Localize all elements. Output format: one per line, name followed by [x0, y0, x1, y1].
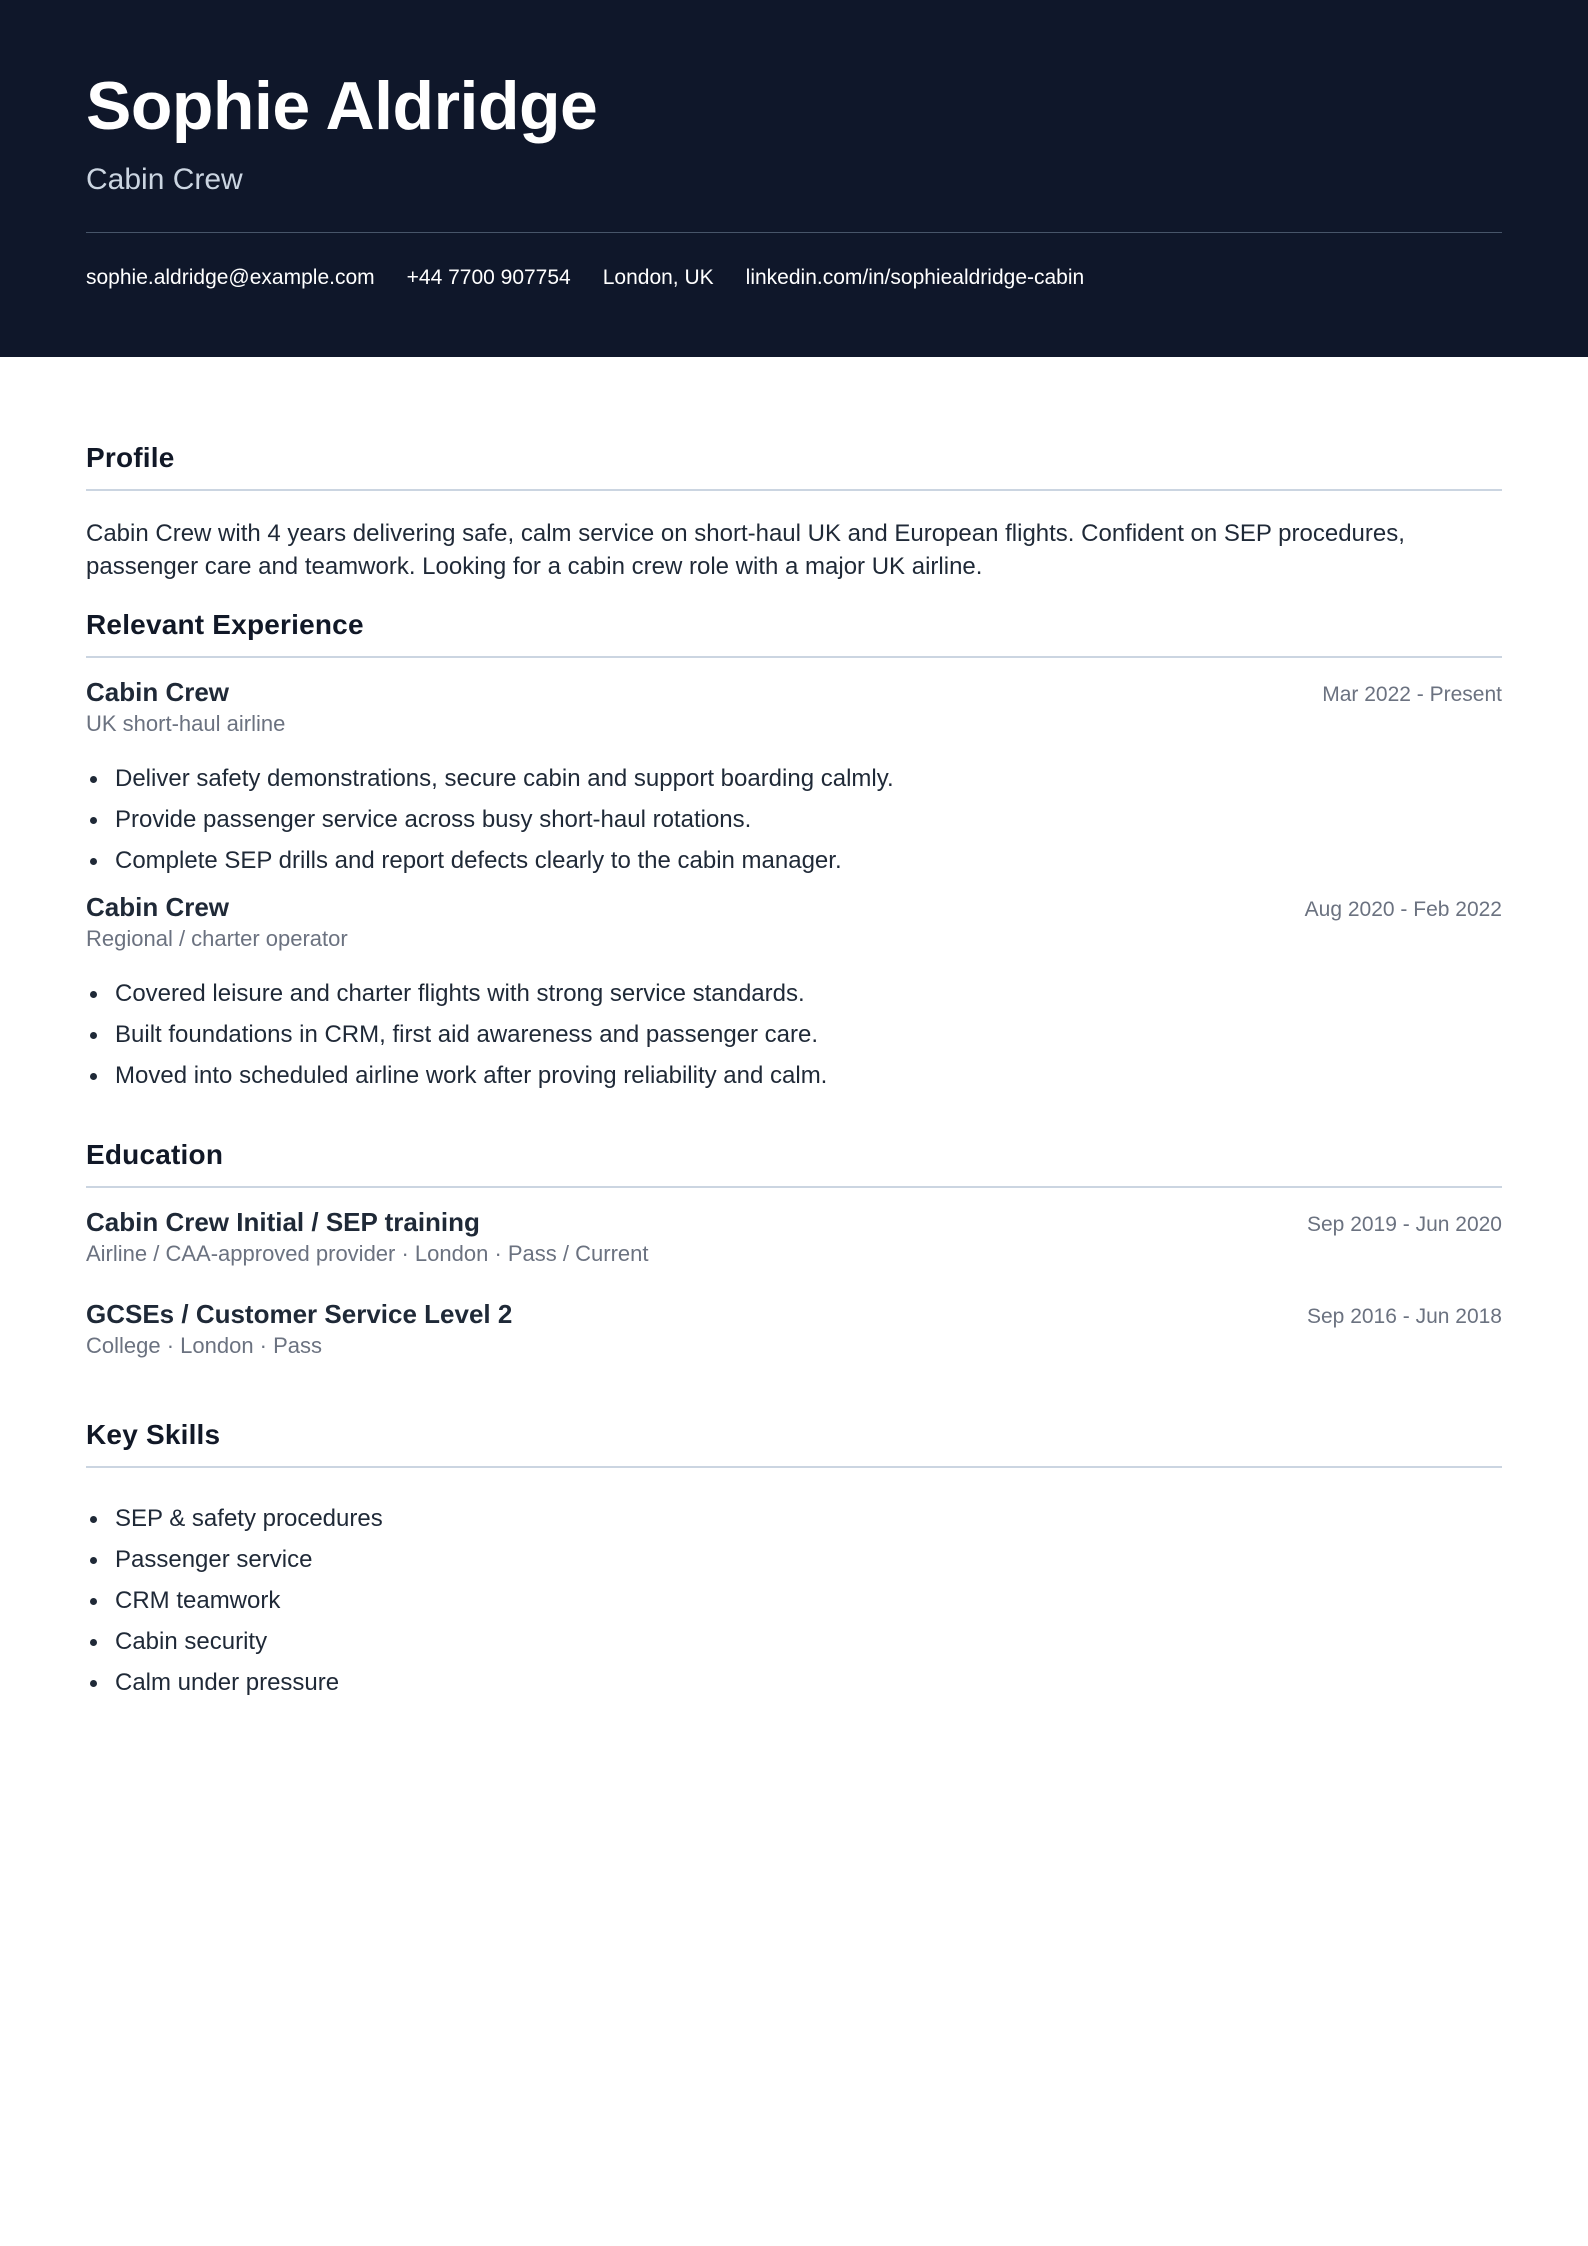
education-dates: Sep 2019 - Jun 2020 [1307, 1213, 1502, 1236]
job-bullets [86, 758, 1502, 881]
job-title: Cabin Crew [86, 677, 230, 707]
section-title-experience: Relevant Experience [86, 609, 364, 640]
list-item: Moved into scheduled airline work after proving reliability and calm. [86, 1055, 1502, 1096]
skills-list [86, 1498, 1502, 1703]
profile-summary: Cabin Crew with 4 years delivering safe, calm service on short-haul UK and European flights. Confident on SEP procedures, passenger care and teamwork. Looking for a cabin crew role with a major UK airline. [86, 520, 1405, 580]
resume-body [0, 357, 1588, 1703]
resume-header [0, 0, 1588, 357]
candidate-name: Sophie Aldridge [86, 68, 598, 144]
candidate-role: Cabin Crew [86, 163, 243, 196]
list-item: Complete SEP drills and report defects clearly to the cabin manager. [86, 840, 1502, 881]
list-item: Provide passenger service across busy short-haul rotations. [86, 799, 1502, 840]
education-entry [86, 1206, 1502, 1268]
experience-section [86, 608, 1502, 1096]
education-section [86, 1138, 1502, 1360]
skill-item: Cabin security [86, 1621, 1502, 1662]
section-title-skills: Key Skills [86, 1419, 221, 1450]
section-divider [86, 1466, 1502, 1468]
contact-list [86, 265, 1502, 291]
experience-entry [86, 891, 1502, 1096]
education-detail: Airline / CAA-approved provider · London · Pass / Current [86, 1241, 649, 1266]
job-employer: UK short-haul airline [86, 711, 286, 736]
contact-linkedin[interactable]: linkedin.com/in/sophiealdridge-cabin [745, 266, 1085, 289]
job-employer: Regional / charter operator [86, 926, 348, 951]
skills-section [86, 1418, 1502, 1703]
job-bullets [86, 973, 1502, 1096]
profile-section [86, 441, 1502, 583]
list-item: Covered leisure and charter flights with strong service standards. [86, 973, 1502, 1014]
job-dates: Aug 2020 - Feb 2022 [1304, 898, 1502, 921]
experience-entry [86, 676, 1502, 881]
contact-location: London, UK [602, 266, 714, 289]
skill-item: CRM teamwork [86, 1580, 1502, 1621]
contact-phone[interactable]: +44 7700 907754 [406, 266, 571, 289]
education-entry [86, 1298, 1502, 1360]
section-divider [86, 489, 1502, 491]
education-detail: College · London · Pass [86, 1333, 323, 1358]
contact-email[interactable]: sophie.aldridge@example.com [86, 266, 375, 289]
section-title-education: Education [86, 1139, 224, 1170]
list-item: Built foundations in CRM, first aid awareness and passenger care. [86, 1014, 1502, 1055]
job-title: Cabin Crew [86, 892, 230, 922]
section-divider [86, 656, 1502, 658]
section-divider [86, 1186, 1502, 1188]
list-item: Deliver safety demonstrations, secure cabin and support boarding calmly. [86, 758, 1502, 799]
skill-item: Calm under pressure [86, 1662, 1502, 1703]
skill-item: Passenger service [86, 1539, 1502, 1580]
skill-item: SEP & safety procedures [86, 1498, 1502, 1539]
section-title-profile: Profile [86, 442, 175, 473]
job-dates: Mar 2022 - Present [1322, 683, 1502, 706]
education-dates: Sep 2016 - Jun 2018 [1307, 1305, 1502, 1328]
education-title: GCSEs / Customer Service Level 2 [86, 1299, 513, 1329]
education-title: Cabin Crew Initial / SEP training [86, 1207, 480, 1237]
header-divider [86, 232, 1502, 233]
